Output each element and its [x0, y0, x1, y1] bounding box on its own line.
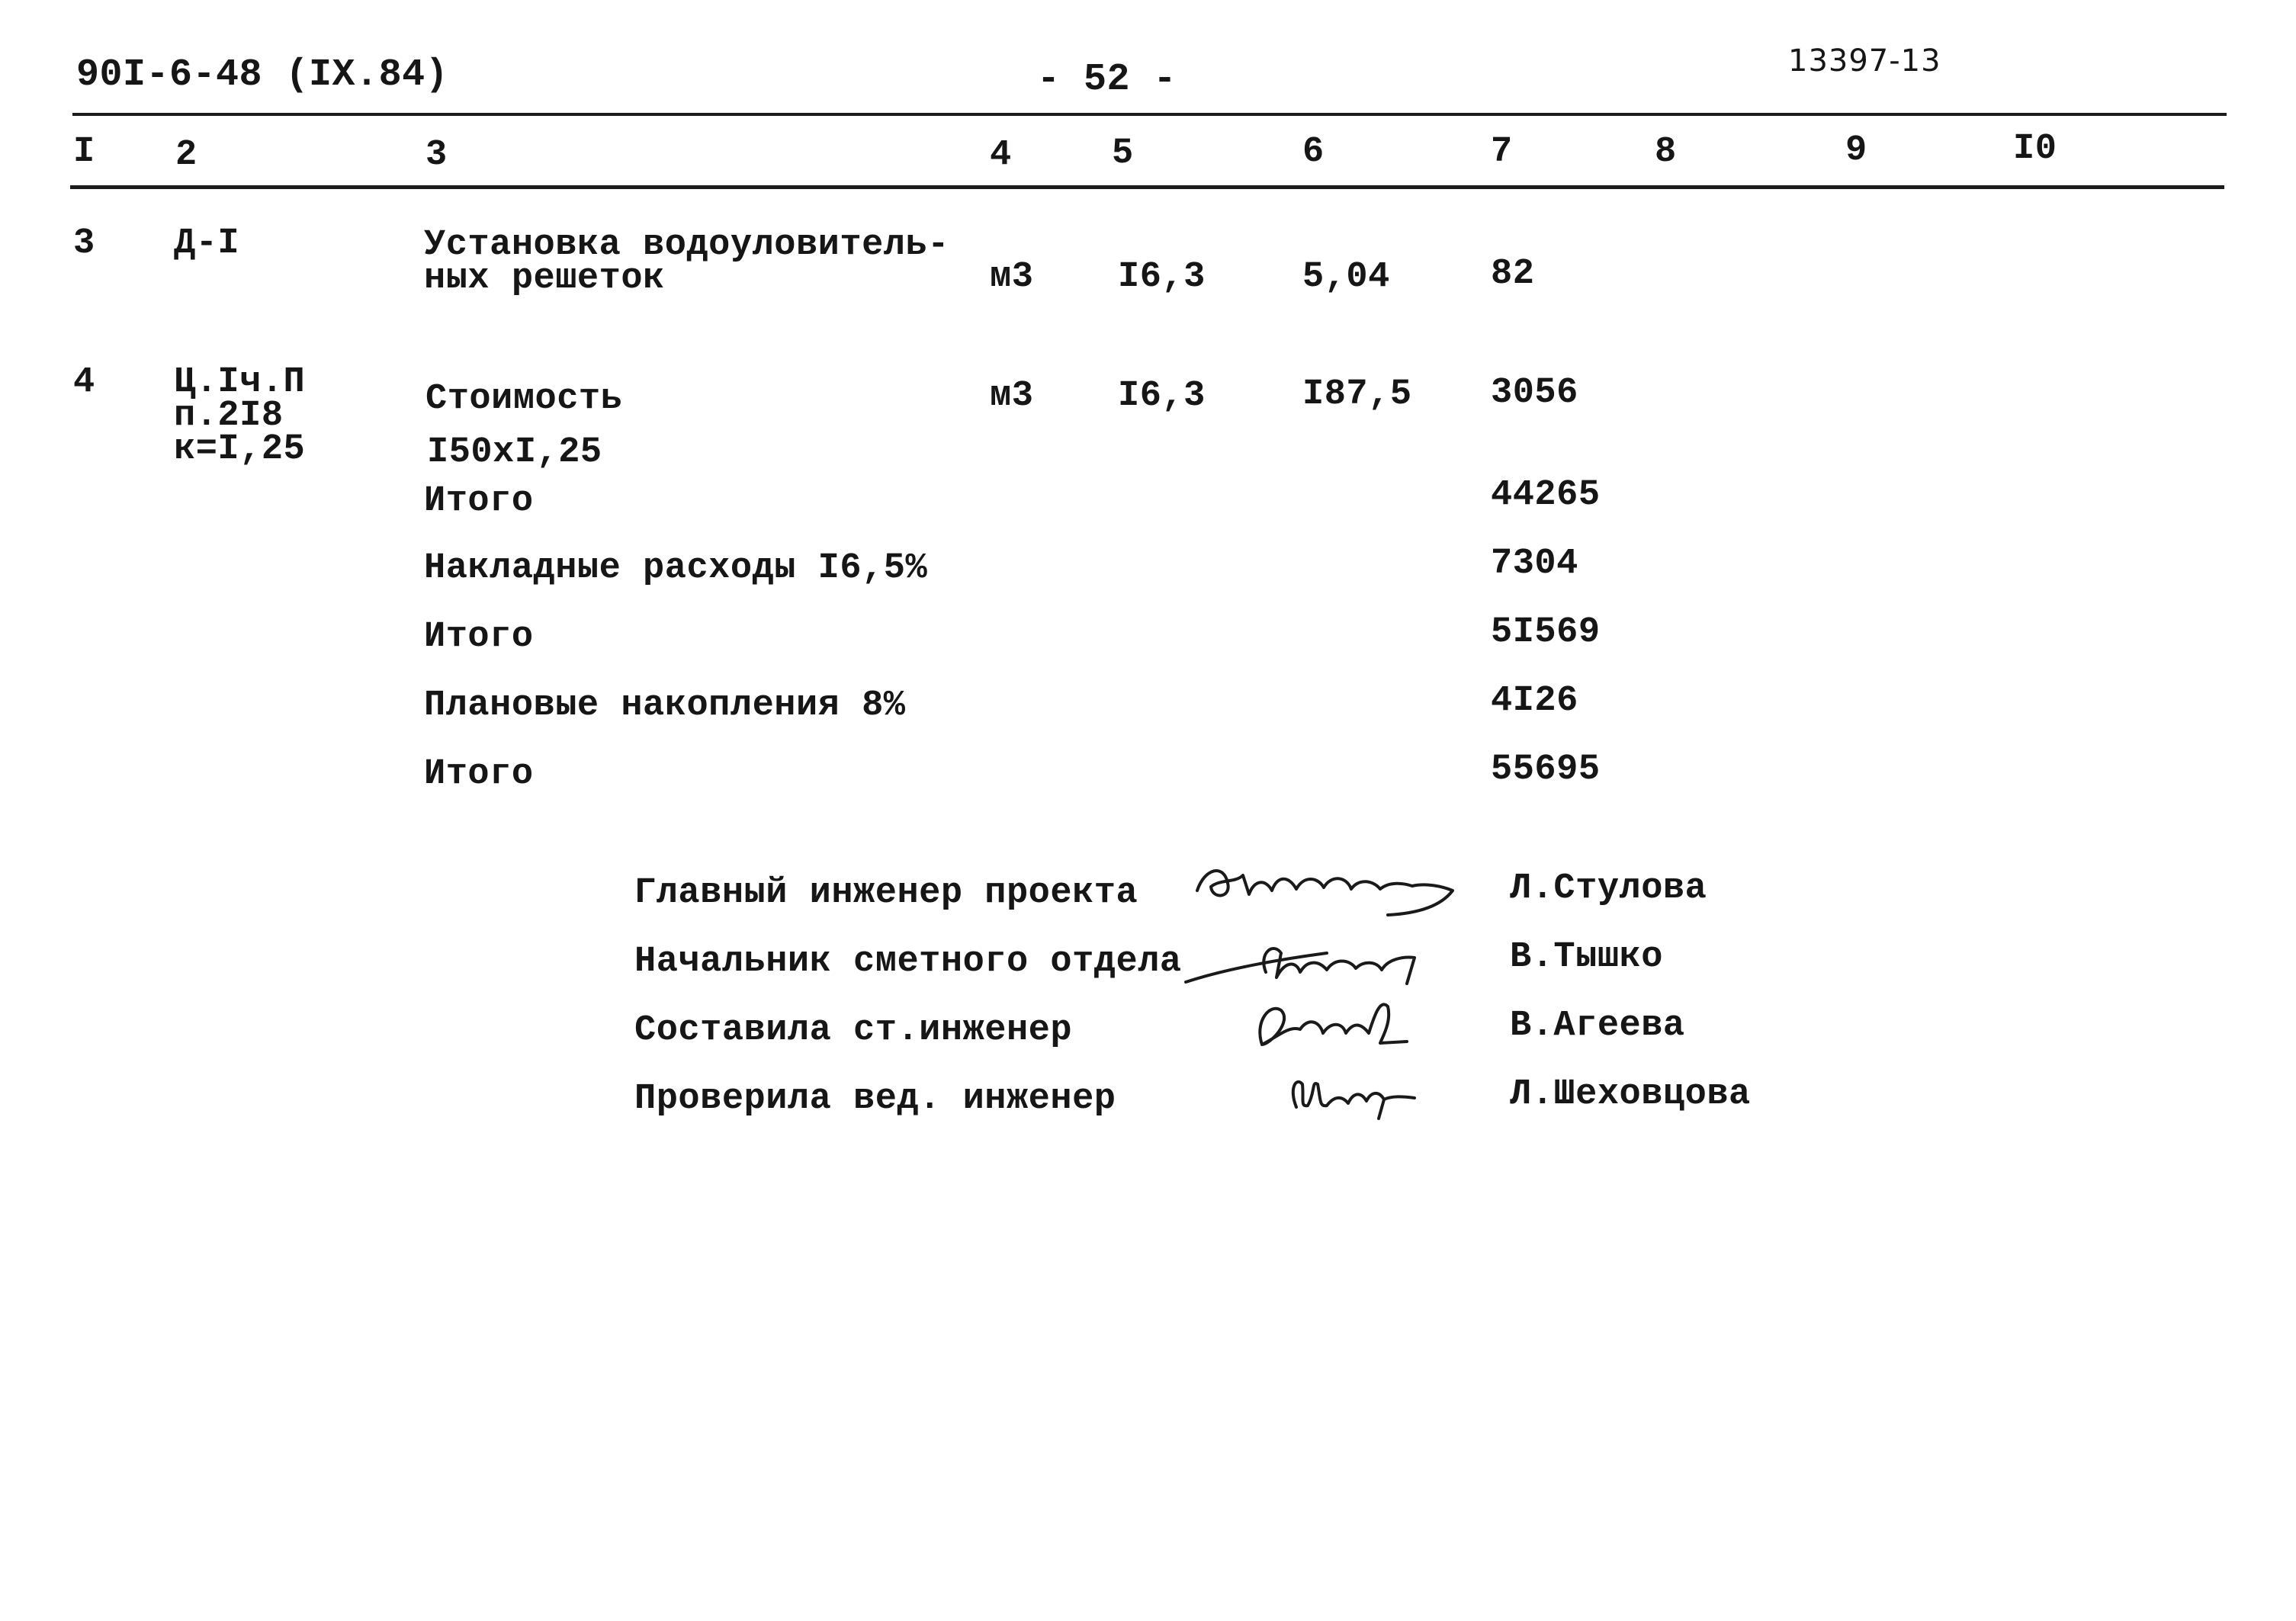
column-header: 7 [1491, 132, 1513, 172]
row-description: Установка водоуловитель- [424, 225, 949, 265]
signature-role: Главный инженер проекта [634, 873, 1138, 913]
archive-number: 13397-13 [1788, 43, 1941, 79]
summary-label: Плановые накопления 8% [424, 685, 906, 726]
header-top-rule [72, 113, 2227, 116]
document-code: 90I-6-48 (IX.84) [76, 53, 449, 97]
summary-label: Накладные расходы I6,5% [424, 548, 928, 589]
signature-name: Л.Стулова [1510, 868, 1707, 909]
summary-value: 7304 [1491, 544, 1578, 584]
signature-name: В.Агеева [1510, 1006, 1685, 1046]
row-unit-price: 5,04 [1302, 257, 1390, 297]
row-description: Стоимость [425, 379, 623, 419]
column-header: 5 [1112, 133, 1134, 174]
row-description: ных решеток [424, 258, 665, 299]
summary-label: Итого [424, 754, 534, 794]
column-header: 3 [425, 135, 448, 175]
summary-value: 5I569 [1491, 612, 1601, 653]
row-number: 3 [73, 223, 95, 264]
handwritten-signature [1247, 991, 1445, 1060]
row-code: к=I,25 [174, 429, 306, 470]
signature-role: Начальник сметного отдела [634, 942, 1182, 982]
row-quantity: I6,3 [1118, 376, 1206, 416]
summary-value: 44265 [1491, 475, 1601, 515]
row-description: I50xI,25 [427, 432, 602, 473]
row-code: Ц.Iч.П [174, 362, 306, 403]
signature-role: Проверила вед. инженер [634, 1079, 1116, 1119]
summary-label: Итого [424, 617, 534, 657]
signature-name: Л.Шеховцова [1510, 1074, 1751, 1115]
row-code: Д-I [174, 223, 240, 264]
column-header: 9 [1845, 130, 1867, 171]
column-header: 4 [990, 135, 1012, 175]
handwritten-signature [1190, 852, 1464, 913]
summary-label: Итого [424, 481, 534, 522]
column-header: 2 [175, 135, 197, 175]
signature-name: В.Тышко [1510, 937, 1663, 977]
row-total: 3056 [1491, 373, 1578, 413]
signature-role: Составила ст.инженер [634, 1010, 1073, 1051]
column-header: 6 [1302, 132, 1325, 172]
row-quantity: I6,3 [1118, 257, 1206, 297]
header-bottom-rule [70, 185, 2224, 189]
row-unit: м3 [990, 257, 1034, 297]
row-unit: м3 [990, 376, 1034, 416]
summary-value: 4I26 [1491, 681, 1578, 721]
row-code: п.2I8 [174, 396, 284, 436]
summary-value: 55695 [1491, 750, 1601, 790]
page-number: - 52 - [1037, 58, 1177, 101]
column-header: 8 [1655, 132, 1677, 172]
column-header: I0 [2013, 129, 2057, 169]
column-header: I [73, 132, 95, 172]
row-total: 82 [1491, 254, 1535, 294]
handwritten-signature [1182, 930, 1441, 991]
row-number: 4 [73, 362, 95, 403]
handwritten-signature [1281, 1061, 1464, 1122]
row-unit-price: I87,5 [1302, 374, 1412, 415]
